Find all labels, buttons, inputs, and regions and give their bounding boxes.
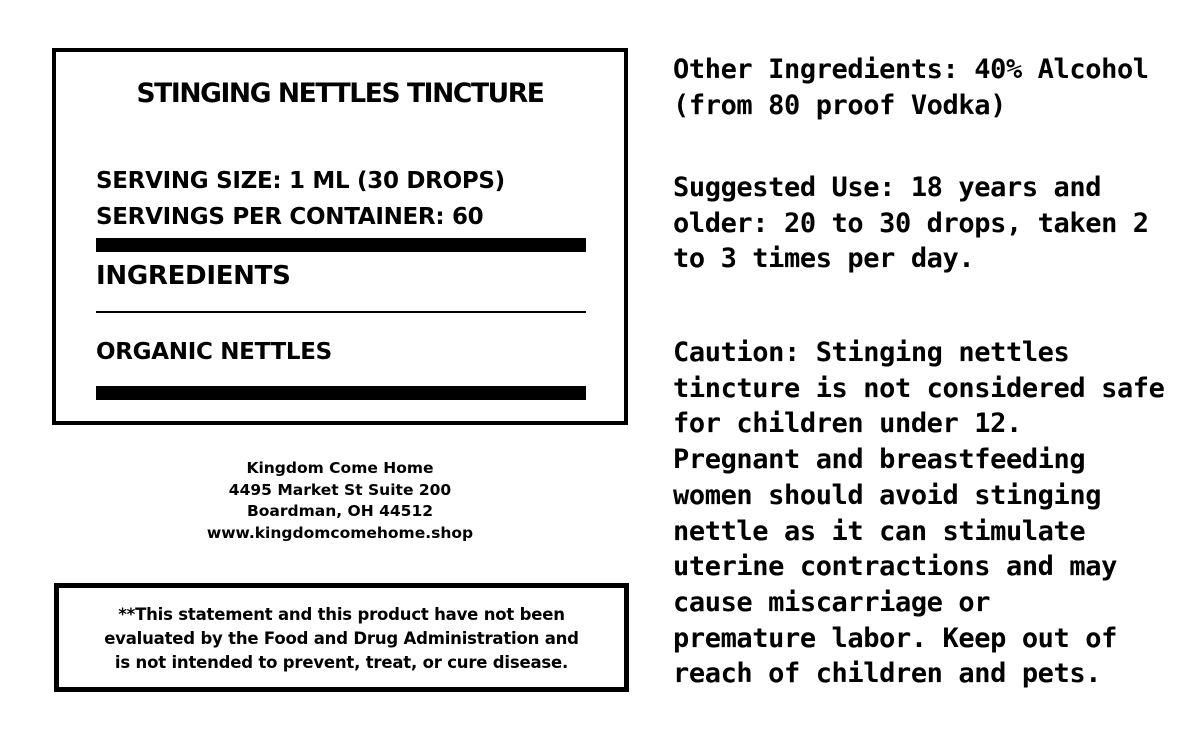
company-name: Kingdom Come Home xyxy=(246,459,434,477)
product-title: STINGING NETTLES TINCTURE xyxy=(136,78,544,109)
suggested-use-text: Suggested Use: 18 years and older: 20 to 30 drops, taken 2 to 3 times per day. xyxy=(673,172,1149,275)
company-info xyxy=(190,458,490,544)
thick-divider xyxy=(96,386,586,400)
ingredients-value: ORGANIC NETTLES xyxy=(96,339,332,365)
serving-info xyxy=(96,163,505,235)
supplement-facts-panel xyxy=(52,48,628,425)
other-ingredients-text: Other Ingredients: 40% Alcohol (from 80 proof Vodka) xyxy=(673,54,1149,121)
thick-divider xyxy=(96,238,586,252)
company-address-line1: 4495 Market St Suite 200 xyxy=(228,480,452,499)
company-website: www.kingdomcomehome.shop xyxy=(206,523,474,542)
fda-disclaimer-text: **This statement and this product have not been evaluated by the Food and Drug Administration and is not intended to prevent, treat, or cure disease. xyxy=(104,605,579,672)
company-address-line2: Boardman, OH 44512 xyxy=(246,502,434,520)
serving-size: SERVING SIZE: 1 ML (30 DROPS) xyxy=(96,168,505,194)
caution-text: Caution: Stinging nettles tincture is not considered safe for children under 12. Pregnant and breastfeeding women should avoid stinging nettle as it can stimulate uterine contractions and may cause miscarriage or premature labor. Keep out of reach of children and pets. xyxy=(673,337,1165,690)
ingredients-heading: INGREDIENTS xyxy=(96,261,291,291)
thin-divider xyxy=(96,311,586,313)
servings-per-container: SERVINGS PER CONTAINER: 60 xyxy=(96,204,484,230)
fda-disclaimer-box xyxy=(54,583,629,692)
